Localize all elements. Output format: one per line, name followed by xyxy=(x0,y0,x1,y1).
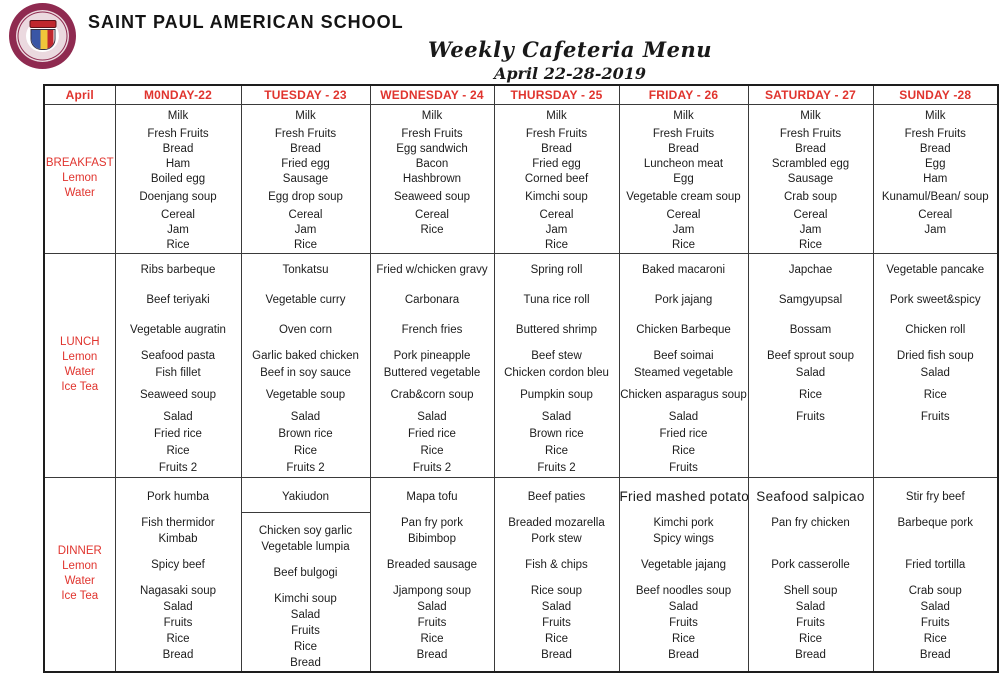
meal-row-breakfast xyxy=(44,104,998,253)
menu-item: French fries xyxy=(401,323,463,336)
menu-item: Cereal xyxy=(161,208,195,221)
menu-item: Milk xyxy=(673,109,694,122)
menu-item: Rice xyxy=(166,238,190,251)
menu-item: Jjampong soup xyxy=(393,584,471,597)
menu-item: Buttered vegetable xyxy=(383,366,481,379)
menu-item: Pork casserolle xyxy=(771,558,850,571)
menu-item: Fresh Fruits xyxy=(779,127,842,140)
menu-item: Fried tortilla xyxy=(905,558,966,571)
menu-item: Pork jajang xyxy=(654,293,713,306)
menu-item: Salad xyxy=(668,600,699,613)
menu-item: Ribs barbeque xyxy=(140,263,216,276)
menu-title: Weekly Cafeteria Menu xyxy=(427,37,712,62)
menu-item: Nagasaki soup xyxy=(139,584,217,597)
menu-item: Bread xyxy=(919,648,951,661)
menu-item: Salad xyxy=(795,600,826,613)
menu-cell-lunch-day2 xyxy=(370,253,494,477)
menu-item: Fruits xyxy=(163,616,193,629)
menu-item: Rice xyxy=(293,640,317,653)
menu-item: Egg drop soup xyxy=(268,190,343,203)
month-header: April xyxy=(44,85,115,104)
menu-item: Stir fry beef xyxy=(905,490,965,503)
menu-item: Rice xyxy=(293,444,317,457)
menu-item: Milk xyxy=(295,109,316,122)
menu-item: Rice xyxy=(798,632,822,645)
menu-item: Egg xyxy=(925,157,946,170)
menu-item: Salad xyxy=(541,410,572,423)
drink-label: Lemon xyxy=(62,172,98,184)
menu-item: Beef bulgogi xyxy=(273,566,338,579)
menu-item: Cereal xyxy=(539,208,574,221)
menu-item: Bread xyxy=(795,648,826,661)
menu-item: Fried w/chicken gravy xyxy=(376,263,488,276)
menu-item xyxy=(874,531,998,547)
menu-item: Fish & chips xyxy=(525,558,588,571)
menu-item: Beef sprout soup xyxy=(767,349,854,362)
menu-item: Fruits 2 xyxy=(286,461,325,474)
menu-cell-dinner-day0 xyxy=(115,477,241,672)
menu-item: Jam xyxy=(545,223,568,236)
menu-item: Vegetable cream soup xyxy=(626,190,741,203)
menu-item: Carbonara xyxy=(404,293,460,306)
menu-item: Shell soup xyxy=(783,584,838,597)
menu-item: Fried egg xyxy=(532,157,581,170)
menu-cell-breakfast-day1 xyxy=(241,104,370,253)
day-header-monday: M0NDAY-22 xyxy=(115,85,241,104)
menu-title-block xyxy=(420,38,720,84)
menu-item: Bread xyxy=(668,142,699,155)
menu-item: Seaweed soup xyxy=(139,388,217,401)
day-header-friday: FRIDAY - 26 xyxy=(619,85,748,104)
menu-item: Barbeque pork xyxy=(897,516,973,529)
menu-item: Fresh Fruits xyxy=(652,127,715,140)
menu-item: Fresh Fruits xyxy=(401,127,463,140)
menu-item: Beef soimai xyxy=(653,349,714,362)
menu-item: Rice xyxy=(798,388,822,401)
menu-item: Salad xyxy=(417,410,447,423)
menu-item: Fruits xyxy=(796,410,825,423)
menu-item: Brown rice xyxy=(529,427,584,440)
menu-item: Kimchi soup xyxy=(525,190,588,203)
menu-item: Breaded mozarella xyxy=(508,516,605,529)
menu-item: Bread xyxy=(416,648,448,661)
menu-item: Boiled egg xyxy=(150,172,206,185)
menu-item: Breaded sausage xyxy=(386,558,478,571)
day-header-thursday: THURSDAY - 25 xyxy=(494,85,619,104)
menu-item: Pan fry pork xyxy=(401,516,463,529)
menu-item: Crab&corn soup xyxy=(390,388,474,401)
menu-item: Pork stew xyxy=(531,532,582,545)
menu-item: Beef teriyaki xyxy=(146,293,210,306)
logo-shield-icon xyxy=(29,20,56,52)
menu-item: Yakiudon xyxy=(281,490,330,503)
menu-item: Fruits xyxy=(669,616,698,629)
menu-item: Rice xyxy=(420,223,444,236)
drink-label: Water xyxy=(64,187,95,199)
menu-item: Seafood salpicao xyxy=(756,488,865,504)
menu-item: Rice xyxy=(544,632,568,645)
menu-item: Kimbab xyxy=(158,532,198,545)
menu-item: Jam xyxy=(924,223,947,236)
menu-item: Beef in soy sauce xyxy=(260,366,351,379)
menu-item: Fresh Fruits xyxy=(525,127,588,140)
menu-cell-lunch-day0 xyxy=(115,253,241,477)
menu-cell-dinner-day5 xyxy=(748,477,873,672)
menu-item: Fish thermidor xyxy=(141,516,215,529)
menu-item: Bread xyxy=(290,142,321,155)
menu-item: Bread xyxy=(541,142,572,155)
menu-item: Luncheon meat xyxy=(643,157,724,170)
menu-item: Spring roll xyxy=(530,263,583,276)
menu-cell-breakfast-day6 xyxy=(873,104,998,253)
menu-item: Bread xyxy=(919,142,951,155)
menu-cell-breakfast-day5 xyxy=(748,104,873,253)
menu-item xyxy=(749,531,873,547)
menu-item: Rice xyxy=(798,238,822,251)
menu-item: Beef paties xyxy=(527,490,586,503)
menu-item: Fruits xyxy=(920,616,950,629)
meal-row-dinner xyxy=(44,477,998,672)
school-logo xyxy=(9,3,76,69)
menu-item: Salad xyxy=(290,410,321,423)
menu-cell-breakfast-day0 xyxy=(115,104,241,253)
menu-cell-breakfast-day3 xyxy=(494,104,619,253)
menu-item: Fish fillet xyxy=(155,366,201,379)
menu-item: Rice xyxy=(166,632,190,645)
menu-item: Seaweed soup xyxy=(393,190,471,203)
menu-item: Fruits 2 xyxy=(537,461,576,474)
day-header-sunday: SUNDAY -28 xyxy=(873,85,998,104)
menu-cell-lunch-day3 xyxy=(494,253,619,477)
menu-item: Pork pineapple xyxy=(393,349,471,362)
menu-item: Spicy wings xyxy=(653,532,714,545)
menu-item: Bossam xyxy=(789,323,832,336)
menu-item: Fruits 2 xyxy=(158,461,198,474)
menu-cell-dinner-day2 xyxy=(370,477,494,672)
menu-item: Cereal xyxy=(793,208,828,221)
drink-label: Ice Tea xyxy=(61,590,99,602)
menu-item: Bread xyxy=(290,656,321,669)
menu-item: Salad xyxy=(163,600,193,613)
menu-item: Ham xyxy=(923,172,948,185)
menu-item: Fried mashed potato xyxy=(619,488,750,504)
menu-item: Pan fry chicken xyxy=(771,516,850,529)
drink-label: Water xyxy=(64,575,95,587)
menu-item: Rice xyxy=(544,444,568,457)
menu-cell-dinner-day4 xyxy=(619,477,748,672)
drink-label: Water xyxy=(64,366,95,378)
menu-cell-lunch-day6 xyxy=(873,253,998,477)
header-row xyxy=(44,85,998,104)
menu-item: Crab soup xyxy=(908,584,962,597)
menu-item: Jam xyxy=(294,223,317,236)
day-header-saturday: SATURDAY - 27 xyxy=(748,85,873,104)
menu-item: Sausage xyxy=(282,172,329,185)
menu-item: Rice xyxy=(420,632,444,645)
menu-item: Jam xyxy=(672,223,695,236)
menu-item: Salad xyxy=(920,366,950,379)
menu-item: Chicken Barbeque xyxy=(636,323,731,336)
menu-item: Egg sandwich xyxy=(396,142,468,155)
menu-item: Kunamul/Bean/ soup xyxy=(881,190,989,203)
meal-name: DINNER xyxy=(57,545,102,557)
menu-cell-breakfast-day4 xyxy=(619,104,748,253)
menu-item: Rice soup xyxy=(530,584,583,597)
menu-item: Milk xyxy=(167,109,189,122)
meal-label-cell-lunch xyxy=(44,253,115,477)
menu-item: Salad xyxy=(920,600,950,613)
menu-item: Cereal xyxy=(918,208,953,221)
menu-item: Rice xyxy=(544,238,568,251)
meal-label-cell-dinner xyxy=(44,477,115,672)
menu-item: Fruits xyxy=(669,461,698,474)
menu-cell-dinner-day1 xyxy=(241,477,370,672)
menu-item: Chicken asparagus soup xyxy=(620,388,747,401)
day-header-wednesday: WEDNESDAY - 24 xyxy=(370,85,494,104)
menu-item: Rice xyxy=(420,444,444,457)
menu-item: Beef noodles soup xyxy=(635,584,732,597)
menu-item: Rice xyxy=(923,632,947,645)
menu-item: Fried rice xyxy=(659,427,708,440)
menu-item: Fried rice xyxy=(408,427,456,440)
menu-item: Japchae xyxy=(788,263,833,276)
menu-item: Milk xyxy=(925,109,946,122)
menu-item: Bread xyxy=(162,648,194,661)
menu-item: Fresh Fruits xyxy=(147,127,209,140)
menu-item: Vegetable augratin xyxy=(130,323,226,336)
menu-item: Kimchi pork xyxy=(653,516,714,529)
menu-item: Vegetable soup xyxy=(265,388,346,401)
menu-item: Cereal xyxy=(666,208,701,221)
menu-item: Rice xyxy=(671,238,695,251)
menu-item: Fruits xyxy=(542,616,571,629)
menu-item: Vegetable lumpia xyxy=(261,540,350,553)
menu-item: Bread xyxy=(541,648,572,661)
meal-row-lunch xyxy=(44,253,998,477)
menu-item: Samgyupsal xyxy=(778,293,843,306)
menu-item: Rice xyxy=(671,632,695,645)
menu-item: Spicy beef xyxy=(151,558,205,571)
meal-label-cell-breakfast xyxy=(44,104,115,253)
menu-item: Tuna rice roll xyxy=(523,293,590,306)
menu-item: Salad xyxy=(541,600,572,613)
menu-cell-lunch-day1 xyxy=(241,253,370,477)
day-header-tuesday: TUESDAY - 23 xyxy=(241,85,370,104)
menu-item: Crab soup xyxy=(783,190,838,203)
menu-item: Buttered shrimp xyxy=(515,323,598,336)
menu-item: Fruits xyxy=(920,410,950,423)
menu-item: Milk xyxy=(546,109,567,122)
menu-item: Bacon xyxy=(415,157,449,170)
menu-item: Dried fish soup xyxy=(896,349,974,362)
menu-item: Ham xyxy=(165,157,191,170)
menu-item: Sausage xyxy=(787,172,834,185)
menu-item: Tonkatsu xyxy=(282,263,329,276)
menu-cell-breakfast-day2 xyxy=(370,104,494,253)
menu-item: Salad xyxy=(795,366,826,379)
menu-item: Doenjang soup xyxy=(139,190,217,203)
menu-item: Vegetable jajang xyxy=(640,558,727,571)
menu-item: Seafood pasta xyxy=(140,349,216,362)
menu-item: Fruits 2 xyxy=(412,461,452,474)
menu-cell-lunch-day4 xyxy=(619,253,748,477)
menu-item: Chicken soy garlic xyxy=(258,524,353,537)
menu-item: Chicken roll xyxy=(905,323,966,336)
menu-item: Rice xyxy=(293,238,317,251)
menu-item: Brown rice xyxy=(278,427,333,440)
menu-item: Milk xyxy=(800,109,821,122)
menu-item: Bread xyxy=(795,142,826,155)
menu-item: Scrambled egg xyxy=(771,157,850,170)
menu-item: Mapa tofu xyxy=(406,490,458,503)
menu-item: Baked macaroni xyxy=(641,263,726,276)
menu-item: Fried rice xyxy=(154,427,202,440)
date-range: April 22-28-2019 xyxy=(493,64,647,83)
menu-item: Fruits xyxy=(796,616,825,629)
menu-item: Oven corn xyxy=(278,323,333,336)
menu-item: Fresh Fruits xyxy=(904,127,966,140)
menu-item: Hashbrown xyxy=(402,172,462,185)
menu-item: Bread xyxy=(162,142,194,155)
menu-item: Rice xyxy=(166,444,190,457)
menu-item: Pork sweet&spicy xyxy=(889,293,981,306)
menu-item: Pork humba xyxy=(146,490,209,503)
menu-item: Bibimbop xyxy=(408,532,456,545)
menu-item: Cereal xyxy=(288,208,323,221)
menu-item: Steamed vegetable xyxy=(633,366,734,379)
menu-item: Salad xyxy=(417,600,447,613)
meal-name: LUNCH xyxy=(59,336,100,348)
menu-item: Jam xyxy=(799,223,822,236)
menu-item: Milk xyxy=(421,109,443,122)
school-name: SAINT PAUL AMERICAN SCHOOL xyxy=(88,12,404,32)
menu-item: Cereal xyxy=(415,208,449,221)
menu-item: Rice xyxy=(671,444,695,457)
menu-item: Fresh Fruits xyxy=(274,127,337,140)
meal-name: BREAKFAST xyxy=(45,157,114,169)
weekly-menu-table xyxy=(43,84,999,673)
drink-label: Lemon xyxy=(62,560,98,572)
menu-item: Pumpkin soup xyxy=(520,388,593,401)
menu-item: Fried egg xyxy=(281,157,330,170)
menu-item: Fruits xyxy=(291,624,320,637)
menu-item: Kimchi soup xyxy=(274,592,337,605)
menu-item: Egg xyxy=(673,172,694,185)
menu-cell-dinner-day6 xyxy=(873,477,998,672)
menu-item: Salad xyxy=(290,608,321,621)
menu-item: Vegetable pancake xyxy=(886,263,985,276)
menu-item: Fruits xyxy=(417,616,447,629)
menu-item: Garlic baked chicken xyxy=(252,349,359,362)
menu-cell-lunch-day5 xyxy=(748,253,873,477)
drink-label: Ice Tea xyxy=(61,381,99,393)
drink-label: Lemon xyxy=(62,351,98,363)
menu-item: Salad xyxy=(668,410,699,423)
menu-item: Beef stew xyxy=(531,349,582,362)
menu-item: Vegetable curry xyxy=(265,293,346,306)
menu-item: Corned beef xyxy=(524,172,589,185)
menu-item: Jam xyxy=(167,223,189,236)
menu-item: Rice xyxy=(923,388,947,401)
menu-cell-dinner-day3 xyxy=(494,477,619,672)
menu-item: Bread xyxy=(668,648,699,661)
menu-item: Salad xyxy=(163,410,193,423)
menu-item: Chicken cordon bleu xyxy=(504,366,609,379)
